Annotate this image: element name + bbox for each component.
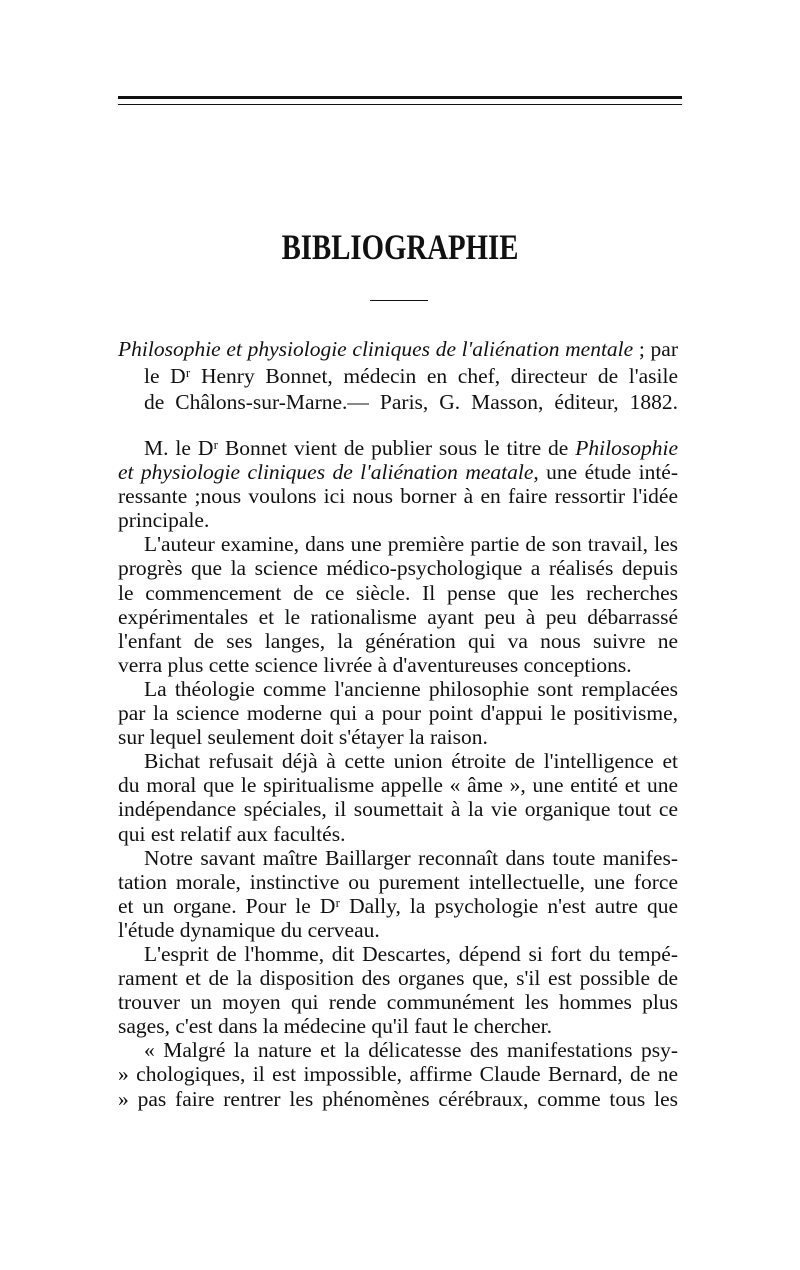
citation-line-1	[118, 336, 678, 363]
body-line	[118, 773, 678, 797]
body-line	[118, 653, 678, 677]
body-line	[118, 942, 678, 966]
section-title: BIBLIOGRAPHIE	[281, 227, 519, 267]
line-text: et un organe. Pour le Dʳ Dally, la psychologie n'est autre que	[118, 893, 678, 918]
line-text: trouver un moyen qui rende communément les hommes plus	[118, 990, 678, 1015]
line-text: » pas faire rentrer les phénomènes cérébraux, comme tous les	[118, 1086, 678, 1111]
line-text: progrès que la science médico-psychologique a réalisés depuis	[118, 556, 678, 581]
body-line	[118, 846, 678, 870]
line-text: expérimentales et le rationalisme ayant peu à peu débarrassé	[118, 604, 678, 629]
line-text: L'auteur examine, dans une première partie de son travail, les	[144, 532, 678, 557]
body-line	[118, 894, 678, 918]
line-text: « Malgré la nature et la délicatesse des manifestations psy-	[144, 1038, 678, 1063]
book-citation	[118, 336, 678, 416]
body-line	[118, 1038, 678, 1062]
body-line	[118, 532, 678, 556]
body-text	[118, 436, 678, 1111]
body-line	[118, 1014, 678, 1038]
line-text: sages, c'est dans la médecine qu'il faut le chercher.	[118, 1014, 552, 1039]
line-text: Notre savant maître Baillarger reconnaît dans toute manifes-	[144, 845, 678, 870]
line-text: L'esprit de l'homme, dit Descartes, dépend si fort du tempé-	[144, 941, 678, 966]
body-line	[118, 556, 678, 580]
title-separator-rule	[370, 300, 428, 301]
body-line	[118, 484, 678, 508]
body-line	[118, 918, 678, 942]
italic-text: et physiologie cliniques de l'aliénation meatale	[118, 460, 534, 485]
body-line	[118, 701, 678, 725]
line-text: du moral que le spiritualisme appelle « âme », une entité et une	[118, 773, 678, 798]
line-text: ressante ;nous voulons ici nous borner à en faire ressortir l'idée	[118, 484, 678, 509]
body-line	[118, 797, 678, 821]
body-line	[118, 725, 678, 749]
line-text: qui est relatif aux facultés.	[118, 821, 346, 846]
body-line	[118, 990, 678, 1014]
line-text: par la science moderne qui a pour point d'appui le positivisme,	[118, 701, 678, 726]
line-text: Bichat refusait déjà à cette union étroite de l'intelligence et	[144, 749, 678, 774]
line-text: principale.	[118, 508, 210, 533]
body-line	[118, 1087, 678, 1111]
citation-line-1-rest: ; par	[633, 337, 678, 361]
body-line	[118, 460, 678, 484]
header-double-rule	[118, 96, 682, 105]
body-line	[118, 870, 678, 894]
body-line	[118, 581, 678, 605]
line-text: La théologie comme l'ancienne philosophie sont remplacées	[144, 676, 678, 701]
line-text: indépendance spéciales, il soumettait à la vie organique tout ce	[118, 797, 678, 822]
body-line	[118, 749, 678, 773]
line-text: le commencement de ce siècle. Il pense que les recherches	[118, 580, 678, 605]
line-text: l'étude dynamique du cerveau.	[118, 917, 380, 942]
italic-text: Philosophie	[575, 436, 678, 460]
line-text: l'enfant de ses langes, la génération qui va nous suivre ne	[118, 628, 678, 653]
body-line	[118, 822, 678, 846]
book-title: Philosophie et physiologie cliniques de l'aliénation mentale	[118, 337, 634, 361]
line-text: , une étude inté-	[533, 460, 678, 485]
body-line	[118, 966, 678, 990]
line-text: tation morale, instinctive ou purement intellectuelle, une force	[118, 869, 678, 894]
body-line	[118, 629, 678, 653]
body-line	[118, 436, 678, 460]
line-text: M. le Dʳ Bonnet vient de publier sous le titre de	[144, 436, 576, 460]
body-line	[118, 508, 678, 532]
line-text: sur lequel seulement doit s'étayer la raison.	[118, 725, 488, 750]
citation-line-3: de Châlons-sur-Marne.— Paris, G. Masson, éditeur, 1882.	[144, 390, 678, 414]
line-text: verra plus cette science livrée à d'aventureuses conceptions.	[118, 652, 632, 677]
citation-line-2: le Dʳ Henry Bonnet, médecin en chef, directeur de l'asile	[144, 363, 678, 388]
body-line	[118, 605, 678, 629]
body-line	[118, 677, 678, 701]
line-text: » chologiques, il est impossible, affirme Claude Bernard, de ne	[118, 1062, 678, 1087]
line-text: rament et de la disposition des organes que, s'il est possible de	[118, 966, 678, 991]
body-line	[118, 1062, 678, 1086]
